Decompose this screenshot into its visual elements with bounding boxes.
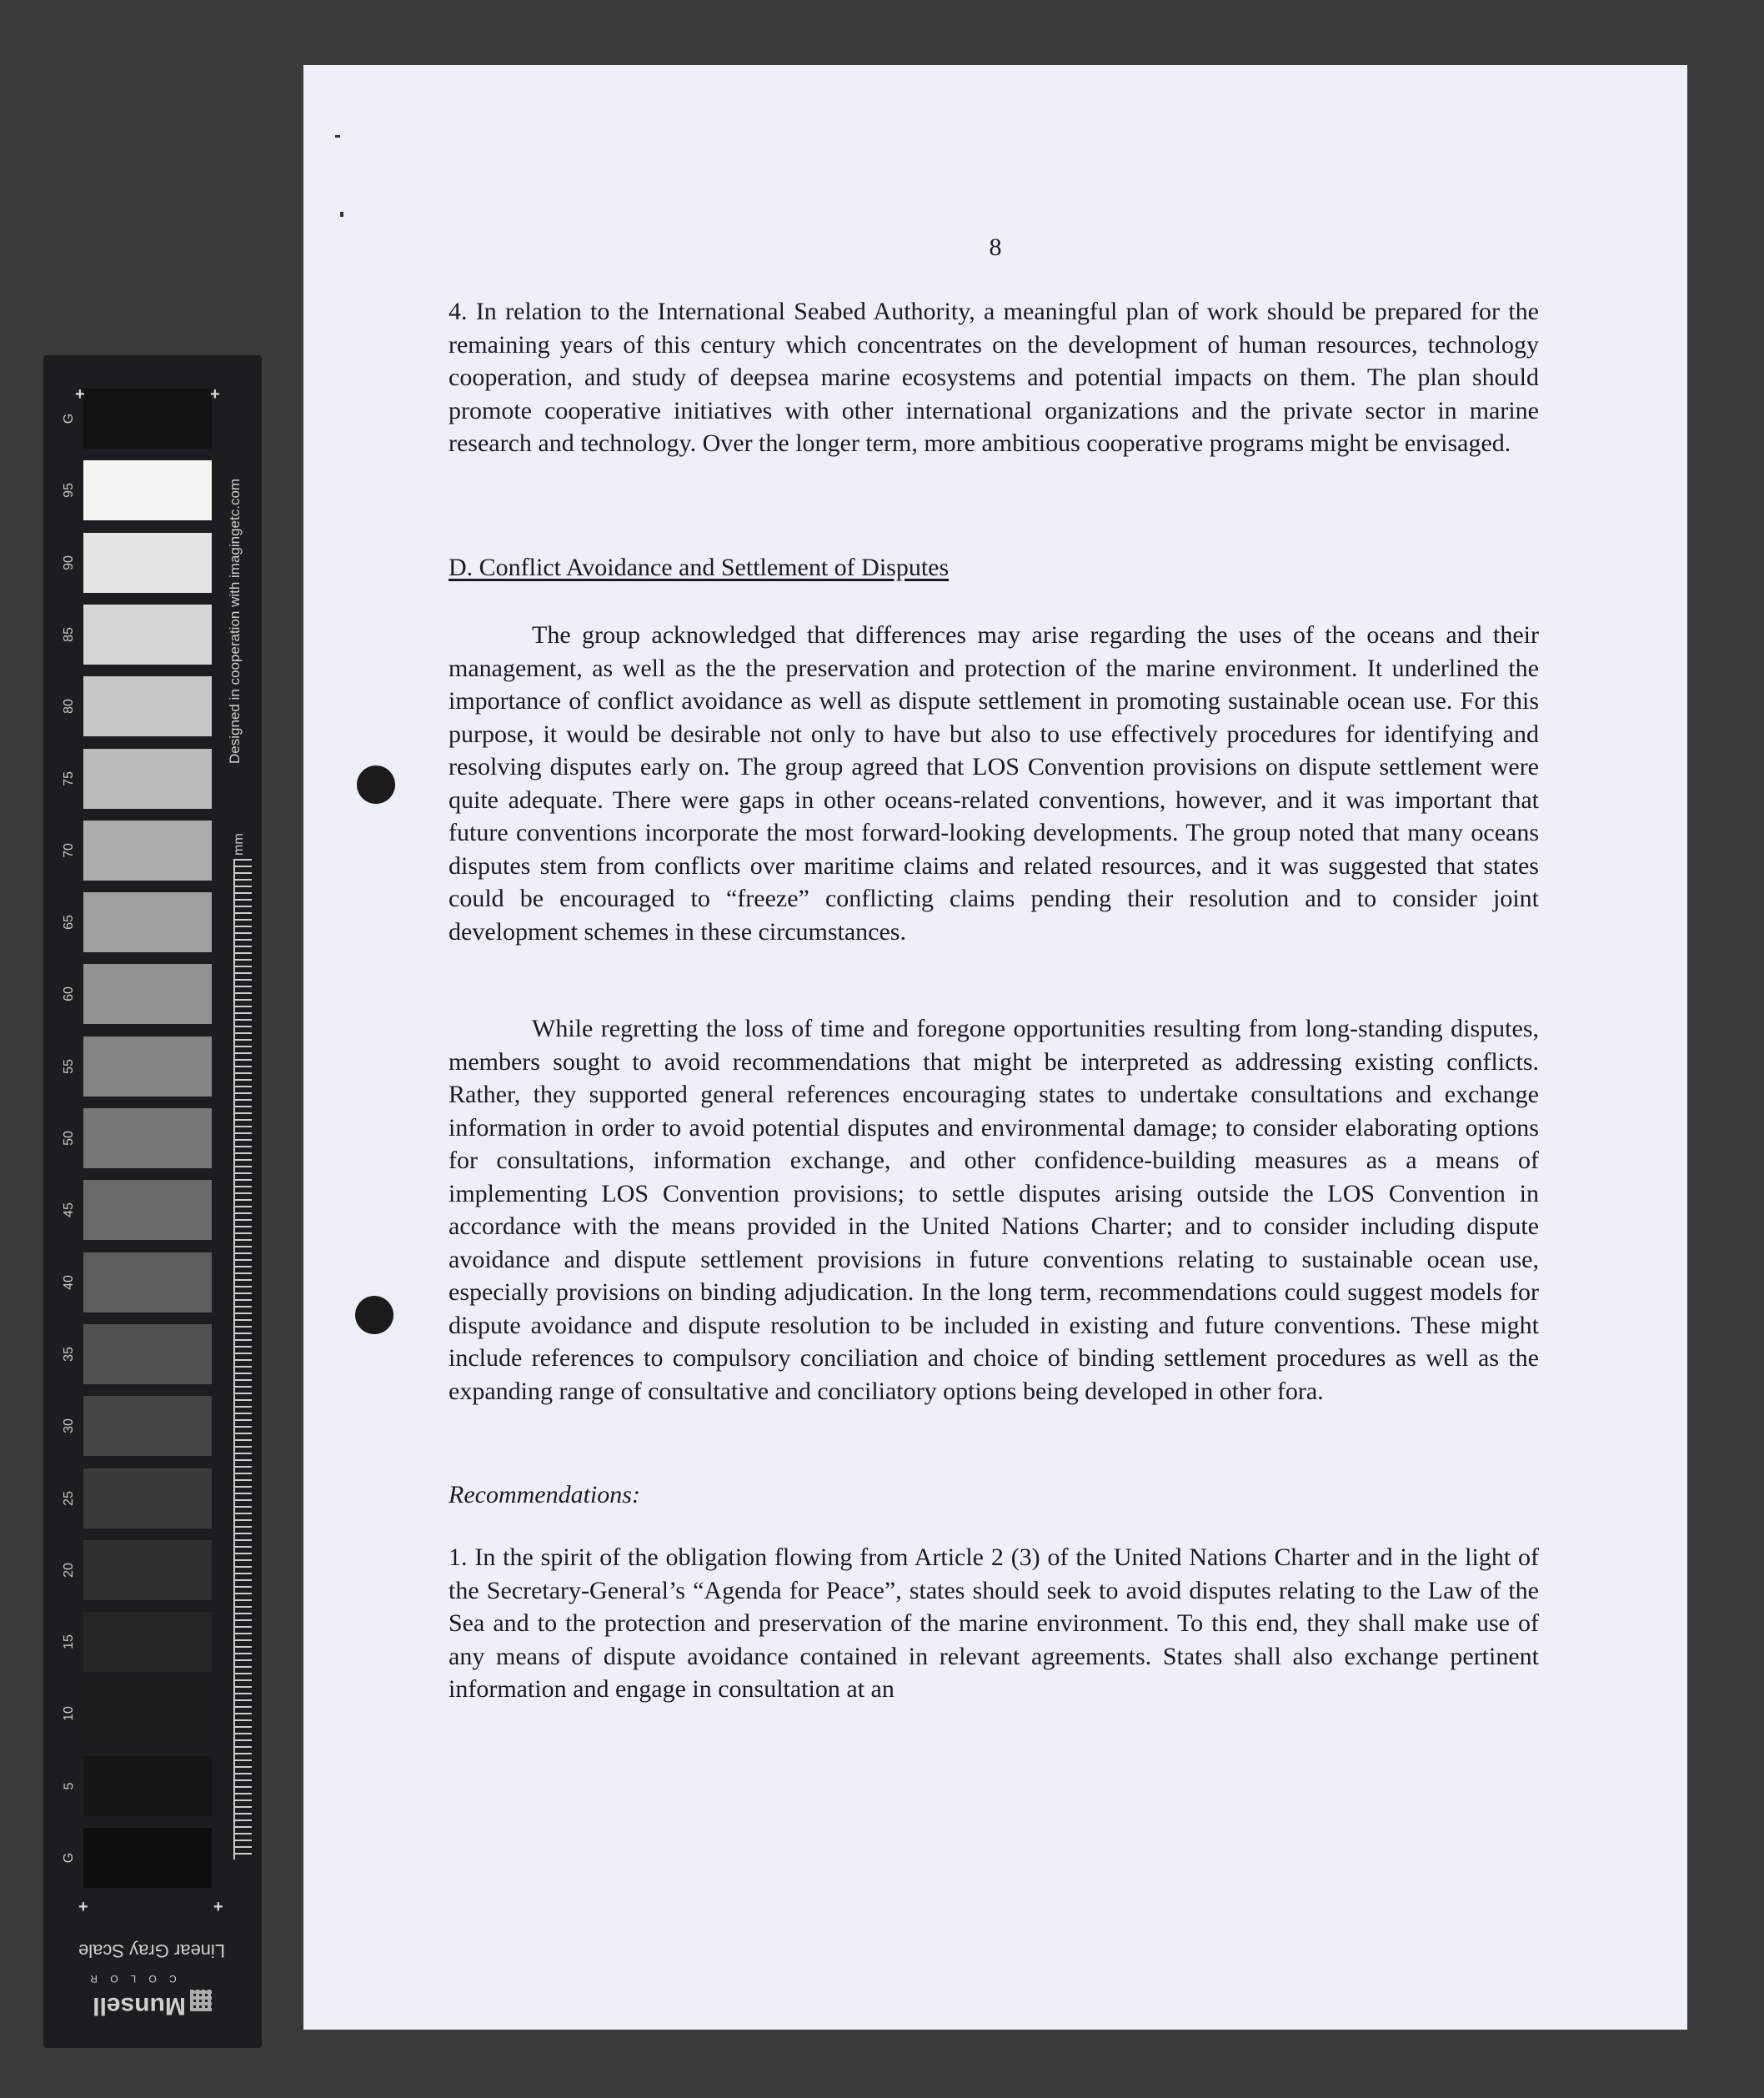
gray-label: 35	[61, 1346, 76, 1362]
gray-label: 75	[61, 770, 76, 786]
gray-label: 85	[61, 626, 76, 642]
gray-label: 40	[61, 1274, 76, 1290]
gray-swatch	[83, 1036, 212, 1097]
gray-swatch	[83, 605, 212, 665]
gray-swatch	[83, 460, 212, 520]
gray-label: G	[61, 1852, 76, 1864]
gray-label: 65	[61, 915, 76, 930]
item-4-text: 4. In relation to the International Seabed Authority, a meaningful plan of work should be prepared for the remaining years of this century which concentrates on the development of human resources, technology cooperation, and study of deepsea marine ecosystems and potential impacts on them. The plan should promote cooperative initiatives with other international organizations and the private sector in marine research and technology. Over the longer term, more ambitious cooperative programs might be envisaged.	[449, 298, 1539, 457]
gray-label: 5	[62, 1782, 76, 1790]
paragraph-2	[449, 1012, 1539, 1408]
gray-swatch	[83, 1756, 212, 1816]
paragraph-1	[449, 619, 1539, 948]
gray-label: 10	[61, 1706, 76, 1722]
gray-label: 95	[61, 483, 76, 499]
gray-swatch	[83, 1828, 212, 1888]
gray-label: 55	[61, 1058, 76, 1074]
gray-swatch	[83, 821, 212, 881]
gray-swatch	[83, 533, 212, 593]
item-4-paragraph	[449, 295, 1539, 460]
plus-mark: +	[78, 1898, 88, 1916]
mm-ruler	[233, 859, 252, 1860]
gray-swatch	[83, 892, 212, 952]
brand-name: Munsell	[93, 1992, 186, 2020]
recommendation-1	[449, 1541, 1539, 1706]
gray-label: 70	[61, 842, 76, 858]
gray-label: 60	[61, 986, 76, 1002]
punch-hole	[357, 765, 395, 804]
gray-label: 50	[61, 1131, 76, 1146]
gray-swatch	[83, 964, 212, 1024]
document-page	[303, 65, 1687, 2030]
gray-label: G	[61, 413, 76, 424]
paragraph-2-text: While regretting the loss of time and foregone opportunities resulting from long-standing disputes, members sought to avoid recommendations that might be interpreted as addressing existing conflicts. Rather, they supported general references encouraging states to undertake consultations and exchange information in order to avoid potential disputes and environmental damage; to consider elaborating options for consultations, information exchange, and other confidence-building measures as a means of implementing LOS Convention provisions; to settle disputes arising outside the LOS Convention in accordance with the means provided in the United Nations Charter; and to consider including dispute avoidance and dispute settlement provisions in future conventions relating to sustainable ocean use, especially provisions on binding adjudication. In the long term, recommendations could suggest models for dispute avoidance and dispute resolution to be included in existing and future conventions. These might include references to compulsory conciliation and choice of binding settlement procedures as well as the expanding range of consultative and conciliatory options being developed in other fora.	[449, 1015, 1539, 1405]
recommendations-heading: Recommendations:	[449, 1481, 640, 1508]
mm-label: mm	[232, 833, 246, 856]
gray-scale-card	[43, 355, 262, 2048]
designed-by-text: Designed in cooperation with imagingetc.com	[227, 478, 243, 764]
gray-swatch	[83, 1324, 212, 1384]
punch-hole	[355, 1296, 393, 1334]
gray-label: 45	[61, 1202, 76, 1218]
gray-label: 80	[61, 699, 76, 715]
gray-swatch	[83, 1108, 212, 1168]
gray-swatch	[83, 1540, 212, 1600]
scale-name: Linear Gray Scale	[78, 1940, 226, 1961]
gray-label: 15	[61, 1634, 76, 1649]
gray-swatch	[83, 1252, 212, 1313]
paragraph-1-text: The group acknowledged that differences may arise regarding the uses of the oceans and their management, as well as the the preservation and protection of the marine environment. It underlined the importance of conflict avoidance as well as dispute settlement in promoting sustainable ocean use. For this purpose, it would be desirable not only to have but also to use effectively procedures for identifying and resolving disputes early on. The group agreed that LOS Convention provisions on dispute settlement were quite adequate. There were gaps in other oceans-related conventions, however, and it was important that future conventions incorporate the most forward-looking developments. The group noted that many oceans disputes stem from conflicts over maritime claims and related resources, and it was suggested that states could be encouraged to “freeze” conflicting claims pending their resolution and to consider joint development schemes in these circumstances.	[449, 621, 1539, 946]
gray-label: 25	[61, 1490, 76, 1506]
gray-swatch	[83, 749, 212, 809]
section-heading: D. Conflict Avoidance and Settlement of Disputes	[449, 554, 950, 581]
recommendation-1-text: 1. In the spirit of the obligation flowing from Article 2 (3) of the United Nations Charter and in the light of the Secretary-General’s “Agenda for Peace”, states should seek to avoid disputes relating to the Law of the Sea and to the protection and preservation of the marine environment. To this end, they shall make use of any means of dispute avoidance contained in relevant agreements. States shall also exchange pertinent information and engage in consultation at an	[449, 1543, 1539, 1703]
gray-swatch	[83, 1684, 212, 1744]
gray-label: 90	[61, 555, 76, 570]
gray-swatch	[83, 676, 212, 736]
gray-swatch	[83, 1180, 212, 1240]
gray-swatch	[83, 1468, 212, 1528]
scan-mark	[335, 135, 340, 138]
plus-mark: +	[213, 1898, 223, 1916]
gray-swatch	[83, 1612, 212, 1672]
gray-swatch	[83, 389, 212, 449]
scan-mark	[340, 212, 343, 217]
gray-label: 20	[61, 1562, 76, 1578]
plus-mark: +	[75, 385, 85, 404]
gray-label: 30	[61, 1418, 76, 1434]
brand-sub: C O L O R	[85, 1973, 177, 1985]
page-number: 8	[989, 233, 1002, 261]
gray-swatch	[83, 1396, 212, 1456]
munsell-logo-icon	[190, 1990, 212, 2011]
plus-mark: +	[210, 385, 220, 404]
